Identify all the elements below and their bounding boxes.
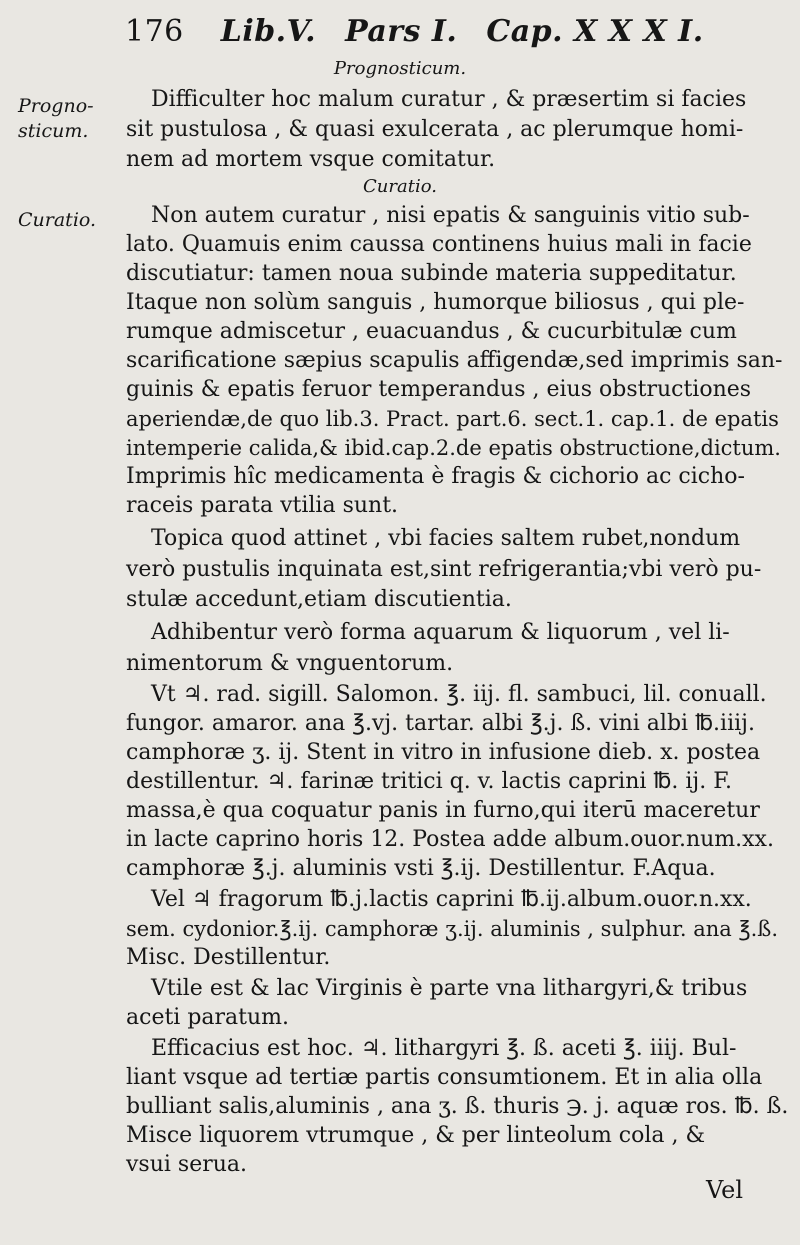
header-liber: Lib.V. — [220, 14, 317, 49]
text-line: Itaque non solùm sanguis , humorque biliosus , qui ple- — [126, 290, 745, 315]
page-number: 176 — [125, 14, 184, 49]
text-line: nem ad mortem vsque comitatur. — [126, 147, 496, 172]
text-line: Adhibentur verò forma aquarum & liquorum , vel li- — [151, 620, 730, 645]
header-caput: Cap. X X X I. — [486, 14, 704, 49]
text-line: aperiendæ,de quo lib.3. Pract. part.6. sect.1. cap.1. de epatis — [126, 407, 779, 431]
text-line: Imprimis hîc medicamenta è fragis & cichorio ac cicho- — [126, 464, 745, 489]
margin-note-line: sticum. — [18, 120, 89, 142]
margin-note-prognosticum — [18, 94, 94, 144]
text-line: camphoræ ℥.j. aluminis vsti ℥.ij. Destillentur. F.Aqua. — [126, 856, 716, 881]
header-pars: Pars I. — [345, 14, 458, 49]
text-line: sit pustulosa , & quasi exulcerata , ac plerumque homi- — [126, 117, 744, 142]
text-line: scarificatione sæpius scapulis affigendæ,sed imprimis san- — [126, 348, 783, 373]
text-line: Misc. Destillentur. — [126, 945, 331, 970]
text-line: Vel ♃ fragorum ℔.j.lactis caprini ℔.ij.album.ouor.n.xx. — [151, 887, 752, 912]
text-line: Efficacius est hoc. ♃. lithargyri ℥. ß. aceti ℥. iiij. Bul- — [151, 1036, 737, 1061]
text-line: Non autem curatur , nisi epatis & sanguinis vitio sub- — [151, 203, 750, 228]
text-line: Vt ♃. rad. sigill. Salomon. ℥. iij. fl. sambuci, lil. conuall. — [151, 682, 767, 707]
text-line: intemperie calida,& ibid.cap.2.de epatis obstructione,dictum. — [126, 436, 781, 460]
text-line: aceti paratum. — [126, 1005, 290, 1030]
text-line: raceis parata vtilia sunt. — [126, 493, 399, 518]
running-header — [125, 14, 722, 49]
text-line: Vtile est & lac Virginis è parte vna lithargyri,& tribus — [151, 976, 748, 1001]
text-line: lato. Quamuis enim caussa continens huius mali in facie — [126, 232, 752, 257]
text-line: Misce liquorem vtrumque , & per linteolum cola , & — [126, 1123, 706, 1148]
text-line: bulliant salis,aluminis , ana ʒ. ß. thuris ℈. j. aquæ ros. ℔. ß. — [126, 1094, 789, 1119]
text-line: verò pustulis inquinata est,sint refrigerantia;vbi verò pu- — [126, 557, 762, 582]
section-heading-prognosticum: Prognosticum. — [333, 58, 467, 79]
catchword: Vel — [706, 1176, 744, 1204]
text-line: guinis & epatis feruor temperandus , eius obstructiones — [126, 377, 752, 402]
text-line: fungor. amaror. ana ℥.vj. tartar. albi ℥.j. ß. vini albi ℔.iiij. — [126, 711, 755, 736]
text-line: Topica quod attinet , vbi facies saltem rubet,nondum — [151, 526, 741, 551]
text-line: Difficulter hoc malum curatur , & præsertim si facies — [151, 87, 747, 112]
text-line: in lacte caprino horis 12. Postea adde album.ouor.num.xx. — [126, 827, 774, 852]
text-line: liant vsque ad tertiæ partis consumtionem. Et in alia olla — [126, 1065, 763, 1090]
margin-note-line: Progno- — [18, 95, 94, 117]
section-heading-curatio: Curatio. — [363, 176, 437, 197]
text-line: sem. cydonior.℥.ij. camphoræ ʒ.ij. aluminis , sulphur. ana ℥.ß. — [126, 917, 778, 941]
text-line: stulæ accedunt,etiam discutientia. — [126, 587, 512, 612]
text-line: camphoræ ʒ. ij. Stent in vitro in infusione dieb. x. postea — [126, 740, 761, 765]
text-line: rumque admiscetur , euacuandus , & cucurbitulæ cum — [126, 319, 737, 344]
text-line: destillentur. ♃. farinæ tritici q. v. lactis caprini ℔. ij. F. — [126, 769, 733, 794]
text-line: nimentorum & vnguentorum. — [126, 651, 454, 676]
text-line: discutiatur: tamen noua subinde materia suppeditatur. — [126, 261, 737, 286]
text-line: vsui serua. — [126, 1152, 248, 1177]
text-line: massa,è qua coquatur panis in furno,qui iterū maceretur — [126, 798, 760, 823]
margin-note-curatio: Curatio. — [18, 209, 97, 231]
